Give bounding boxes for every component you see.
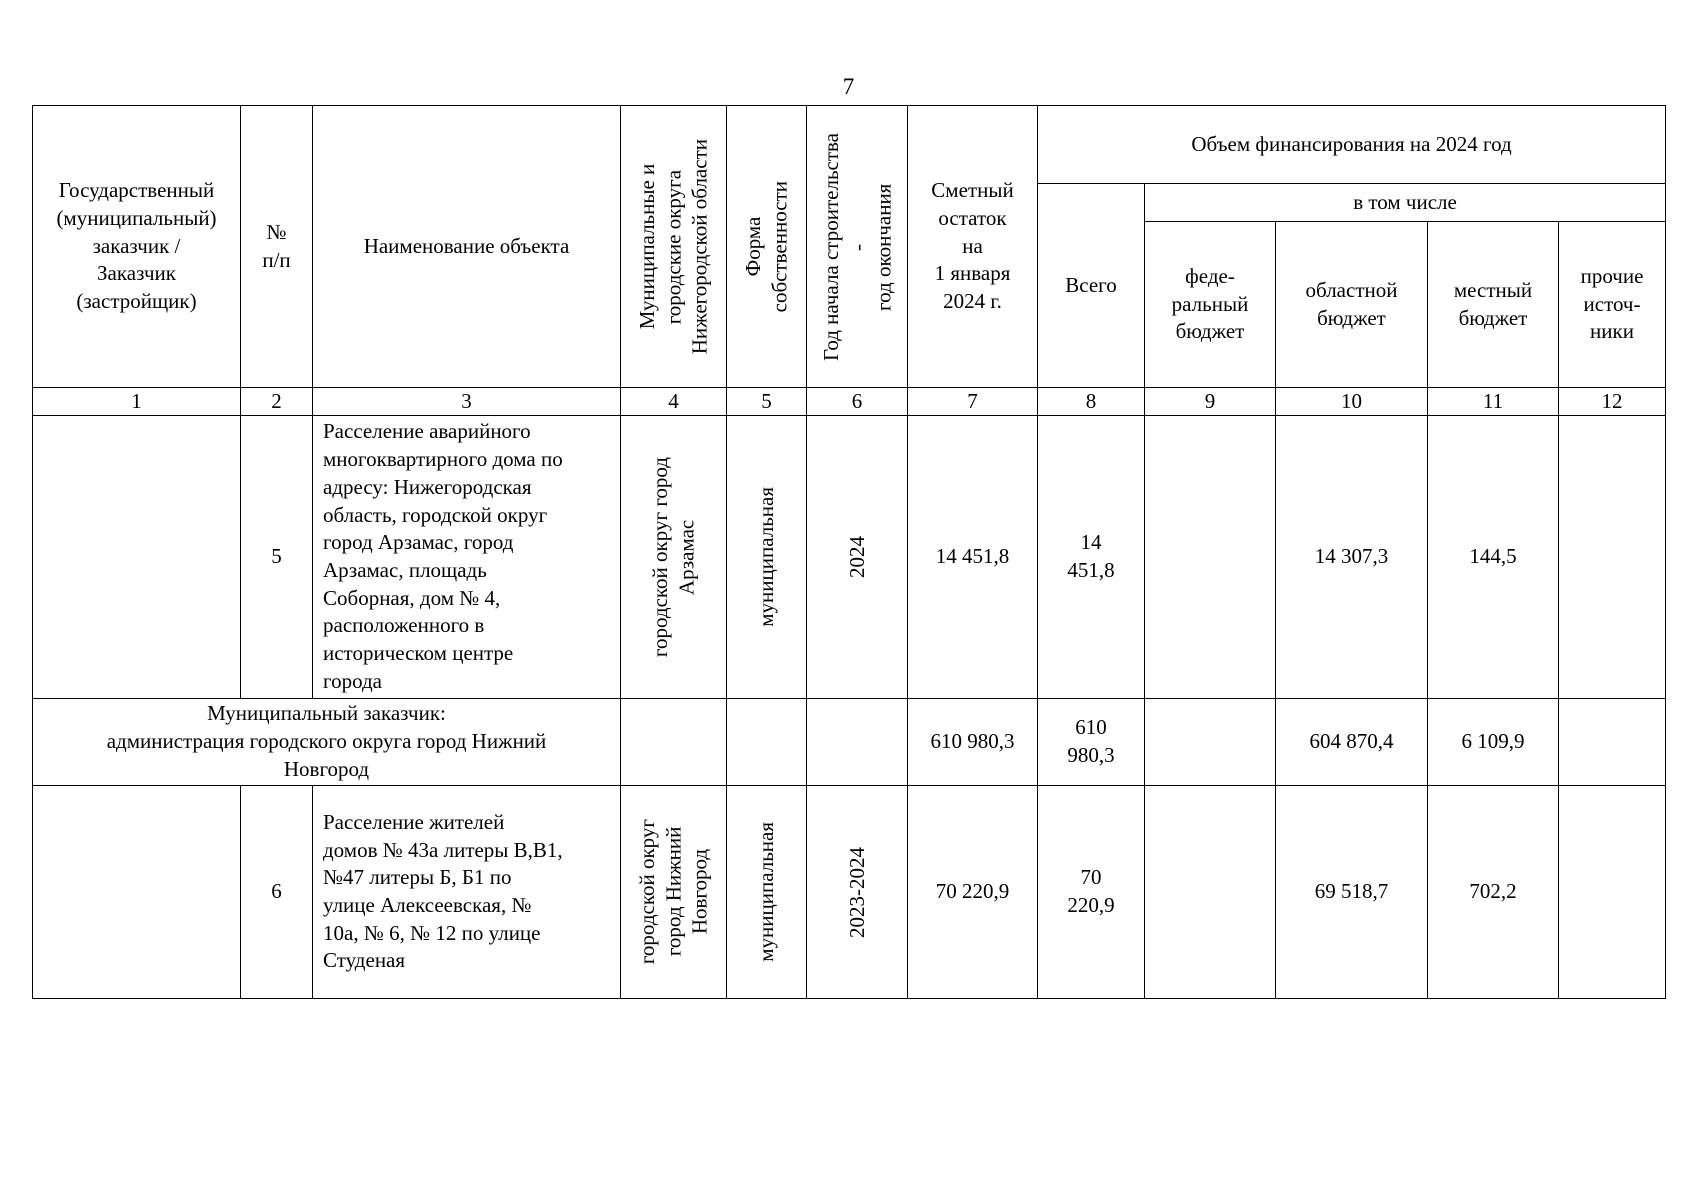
customer-federal <box>1145 699 1276 786</box>
row-other <box>1559 416 1666 699</box>
customer-municipal <box>621 699 727 786</box>
header-total: Всего <box>1038 184 1145 388</box>
column-number: 4 <box>621 388 727 416</box>
table-row <box>33 416 1666 699</box>
header-other: прочие источ- ники <box>1559 222 1666 388</box>
customer-ownership <box>727 699 807 786</box>
row-object-name: Расселение жителей домов № 43а литеры В,В1, №47 литеры Б, Б1 по улице Алексеевская, № 10а, № 6, № 12 по улице Студеная <box>313 786 621 999</box>
column-number: 7 <box>908 388 1038 416</box>
header-ownership: Форма собственности <box>727 106 807 388</box>
page-number: 7 <box>842 74 855 99</box>
row-estimate: 14 451,8 <box>908 416 1038 699</box>
header-object-name: Наименование объекта <box>313 106 621 388</box>
row-federal <box>1145 786 1276 999</box>
row-local: 702,2 <box>1428 786 1559 999</box>
customer-total: 610 980,3 <box>1038 699 1145 786</box>
column-number: 6 <box>807 388 908 416</box>
header-funding-title: Объем финансирования на 2024 год <box>1038 106 1666 184</box>
row-total: 70 220,9 <box>1038 786 1145 999</box>
column-numbers-row <box>33 388 1666 416</box>
row-total: 14 451,8 <box>1038 416 1145 699</box>
column-number: 1 <box>33 388 241 416</box>
header-regional: областной бюджет <box>1276 222 1428 388</box>
row-years: 2024 <box>807 416 908 699</box>
header-customer: Государственный (муниципальный) заказчик / Заказчик (застройщик) <box>33 106 241 388</box>
column-number: 3 <box>313 388 621 416</box>
header-years: Год начала строительства - год окончания <box>807 106 908 388</box>
column-number: 2 <box>241 388 313 416</box>
header-estimate: Сметный остаток на 1 января 2024 г. <box>908 106 1038 388</box>
row-years: 2023-2024 <box>807 786 908 999</box>
customer-estimate: 610 980,3 <box>908 699 1038 786</box>
header-num: № п/п <box>241 106 313 388</box>
column-number: 5 <box>727 388 807 416</box>
row-local: 144,5 <box>1428 416 1559 699</box>
row-ownership: муниципальная <box>727 416 807 699</box>
column-number: 9 <box>1145 388 1276 416</box>
customer-row <box>33 699 1666 786</box>
row-regional: 69 518,7 <box>1276 786 1428 999</box>
funding-table <box>32 105 1666 999</box>
row-municipal: городской округ город Арзамас <box>621 416 727 699</box>
row-num: 6 <box>241 786 313 999</box>
row-ownership: муниципальная <box>727 786 807 999</box>
column-number: 12 <box>1559 388 1666 416</box>
header-municipal: Муниципальные и городские округа Нижегородской области <box>621 106 727 388</box>
row-num: 5 <box>241 416 313 699</box>
column-number: 10 <box>1276 388 1428 416</box>
header-local: местный бюджет <box>1428 222 1559 388</box>
column-number: 11 <box>1428 388 1559 416</box>
row-estimate: 70 220,9 <box>908 786 1038 999</box>
header-including: в том числе <box>1145 184 1666 222</box>
header-federal: феде- ральный бюджет <box>1145 222 1276 388</box>
customer-label: Муниципальный заказчик: администрация городского округа город Нижний Новгород <box>33 699 621 786</box>
row-object-name: Расселение аварийного многоквартирного дома по адресу: Нижегородская область, городской округ город Арзамас, город Арзамас, площадь Соборная, дом № 4, расположенного в историческом центре города <box>313 416 621 699</box>
row-regional: 14 307,3 <box>1276 416 1428 699</box>
row-customer <box>33 786 241 999</box>
row-customer <box>33 416 241 699</box>
customer-regional: 604 870,4 <box>1276 699 1428 786</box>
row-municipal: городской округ город Нижний Новгород <box>621 786 727 999</box>
customer-other <box>1559 699 1666 786</box>
row-federal <box>1145 416 1276 699</box>
row-other <box>1559 786 1666 999</box>
customer-years <box>807 699 908 786</box>
customer-local: 6 109,9 <box>1428 699 1559 786</box>
table-row <box>33 786 1666 999</box>
column-number: 8 <box>1038 388 1145 416</box>
